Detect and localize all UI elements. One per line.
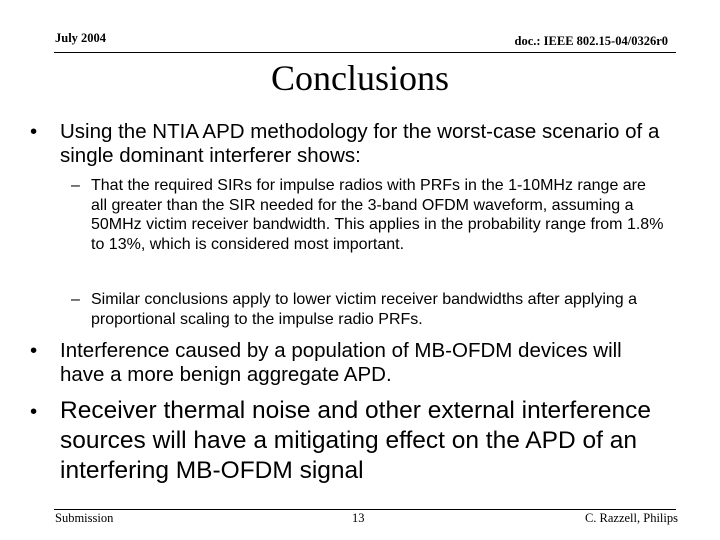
bullet-3-text: Receiver thermal noise and other external interference sources will have a mitigating effect on the APD of an interfering MB-OFDM signal <box>60 397 652 484</box>
slide-title: Conclusions <box>270 58 449 98</box>
bullet-1-marker: • <box>30 120 38 143</box>
sub-bullet-1-1-marker: – <box>71 177 80 194</box>
footer-divider <box>54 509 676 510</box>
bullet-1-text: Using the NTIA APD methodology for the worst-case scenario of a single dominant interferer shows: <box>60 120 660 167</box>
bullet-2-marker: • <box>30 339 38 362</box>
footer-author: C. Razzell, Philips <box>584 511 678 525</box>
sub-bullet-1-2-text: Similar conclusions apply to lower victim receiver bandwidths after applying a proportional scaling to the impulse radio PRFs. <box>91 291 638 328</box>
header-doc-id: doc.: IEEE 802.15-04/0326r0 <box>514 34 668 48</box>
header-divider <box>54 52 676 53</box>
bullet-3-marker: • <box>30 400 38 423</box>
bullet-2-text: Interference caused by a population of MB-OFDM devices will have a more benign aggregate APD. <box>60 339 622 386</box>
sub-bullet-1-1-text: That the required SIRs for impulse radios with PRFs in the 1-10MHz range are all greater than the SIR needed for the 3-band OFDM waveform, assuming a 50MHz victim receiver bandwidth. This applies in the probability range from 1.8% to 13%, which is considered most important. <box>91 177 664 253</box>
footer-submission: Submission <box>55 511 114 525</box>
header-date: July 2004 <box>55 31 107 45</box>
footer-page-number: 13 <box>352 511 365 525</box>
sub-bullet-1-2-marker: – <box>71 291 80 308</box>
